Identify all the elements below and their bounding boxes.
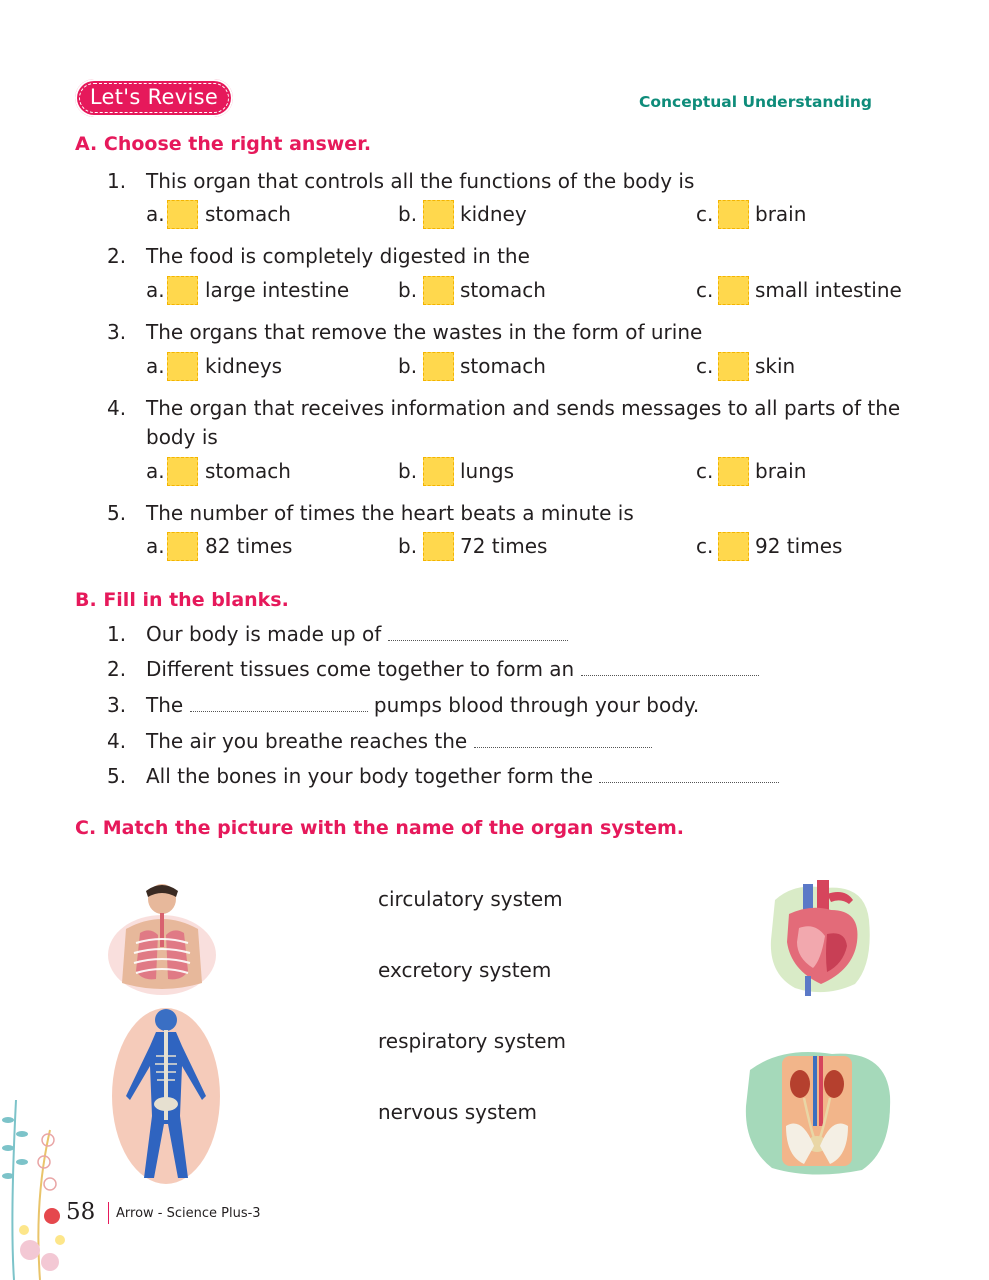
question-text: This organ that controls all the functions of the body is	[146, 169, 695, 193]
option-text: 92 times	[755, 534, 843, 558]
question-number: 5.	[107, 501, 127, 525]
footer-divider	[108, 1202, 109, 1224]
answer-box-3b[interactable]	[423, 352, 454, 381]
option-text: stomach	[205, 202, 291, 226]
option-letter: c.	[696, 534, 714, 558]
answer-box-3a[interactable]	[167, 352, 198, 381]
blank-text: The	[146, 693, 190, 717]
answer-box-4b[interactable]	[423, 457, 454, 486]
blank-text: Our body is made up of	[146, 622, 388, 646]
option-text: stomach	[205, 459, 291, 483]
page-number: 58	[66, 1199, 96, 1225]
respiratory-system-picture[interactable]	[106, 883, 218, 997]
option-text: stomach	[460, 354, 546, 378]
section-c-heading: C. Match the picture with the name of the organ system.	[75, 817, 685, 839]
section-a-heading: A. Choose the right answer.	[75, 133, 372, 155]
blank-number: 1.	[107, 622, 127, 646]
blank-sentence-1	[146, 622, 568, 646]
nervous-system-picture[interactable]	[110, 1006, 222, 1186]
option-letter: a.	[146, 202, 165, 226]
question-text: The number of times the heart beats a minute is	[146, 501, 634, 525]
answer-box-5c[interactable]	[718, 532, 749, 561]
option-letter: b.	[398, 459, 418, 483]
option-letter: c.	[696, 278, 714, 302]
blank-sentence-4	[146, 729, 652, 753]
answer-box-1c[interactable]	[718, 200, 749, 229]
blank-number: 3.	[107, 693, 127, 717]
answer-box-4c[interactable]	[718, 457, 749, 486]
blank-sentence-2	[146, 657, 759, 681]
option-letter: c.	[696, 202, 714, 226]
question-number: 2.	[107, 244, 127, 268]
book-title: Arrow - Science Plus-3	[116, 1206, 261, 1221]
option-letter: c.	[696, 354, 714, 378]
option-letter: c.	[696, 459, 714, 483]
answer-box-4a[interactable]	[167, 457, 198, 486]
question-text: The food is completely digested in the	[146, 244, 530, 268]
floral-decoration	[0, 1100, 70, 1280]
system-label-excretory[interactable]: excretory system	[378, 958, 552, 982]
answer-box-2a[interactable]	[167, 276, 198, 305]
option-text: brain	[755, 202, 807, 226]
blank-line[interactable]	[190, 710, 368, 712]
option-letter: b.	[398, 354, 418, 378]
option-text: lungs	[460, 459, 515, 483]
section-b-heading: B. Fill in the blanks.	[75, 589, 289, 611]
option-letter: a.	[146, 278, 165, 302]
badge-label: Let's Revise	[89, 85, 219, 109]
question-text: The organ that receives information and sends messages to all parts of the	[146, 396, 901, 420]
blank-number: 4.	[107, 729, 127, 753]
option-text: 82 times	[205, 534, 293, 558]
answer-box-2b[interactable]	[423, 276, 454, 305]
question-number: 1.	[107, 169, 127, 193]
question-number: 3.	[107, 320, 127, 344]
option-letter: a.	[146, 534, 165, 558]
system-label-respiratory[interactable]: respiratory system	[378, 1029, 567, 1053]
option-text: stomach	[460, 278, 546, 302]
blank-number: 5.	[107, 764, 127, 788]
option-text: large intestine	[205, 278, 350, 302]
blank-text: The air you breathe reaches the	[146, 729, 474, 753]
blank-line[interactable]	[581, 674, 759, 676]
answer-box-1b[interactable]	[423, 200, 454, 229]
option-text: brain	[755, 459, 807, 483]
system-label-circulatory[interactable]: circulatory system	[378, 887, 563, 911]
blank-line[interactable]	[474, 746, 652, 748]
answer-box-3c[interactable]	[718, 352, 749, 381]
blank-sentence-3	[146, 693, 699, 717]
option-letter: a.	[146, 354, 165, 378]
excretory-system-picture[interactable]	[742, 1046, 894, 1178]
blank-text: Different tissues come together to form an	[146, 657, 581, 681]
option-text: 72 times	[460, 534, 548, 558]
heart-picture[interactable]	[765, 880, 875, 998]
question-number: 4.	[107, 396, 127, 420]
option-letter: b.	[398, 278, 418, 302]
answer-box-5b[interactable]	[423, 532, 454, 561]
option-letter: b.	[398, 534, 418, 558]
blank-number: 2.	[107, 657, 127, 681]
skill-tag: Conceptual Understanding	[639, 93, 873, 111]
option-text: kidneys	[205, 354, 283, 378]
answer-box-2c[interactable]	[718, 276, 749, 305]
blank-text-after: pumps blood through your body.	[367, 693, 700, 717]
system-label-nervous[interactable]: nervous system	[378, 1100, 538, 1124]
option-text: kidney	[460, 202, 527, 226]
option-text: skin	[755, 354, 796, 378]
blank-text: All the bones in your body together form the	[146, 764, 600, 788]
option-letter: a.	[146, 459, 165, 483]
blank-line[interactable]	[599, 781, 779, 783]
answer-box-1a[interactable]	[167, 200, 198, 229]
answer-box-5a[interactable]	[167, 532, 198, 561]
option-text: small intestine	[755, 278, 902, 302]
question-text: The organs that remove the wastes in the form of urine	[146, 320, 703, 344]
blank-line[interactable]	[388, 639, 568, 641]
blank-sentence-5	[146, 764, 779, 788]
lets-revise-badge	[75, 79, 233, 117]
question-text-continued: body is	[146, 425, 218, 449]
option-letter: b.	[398, 202, 418, 226]
